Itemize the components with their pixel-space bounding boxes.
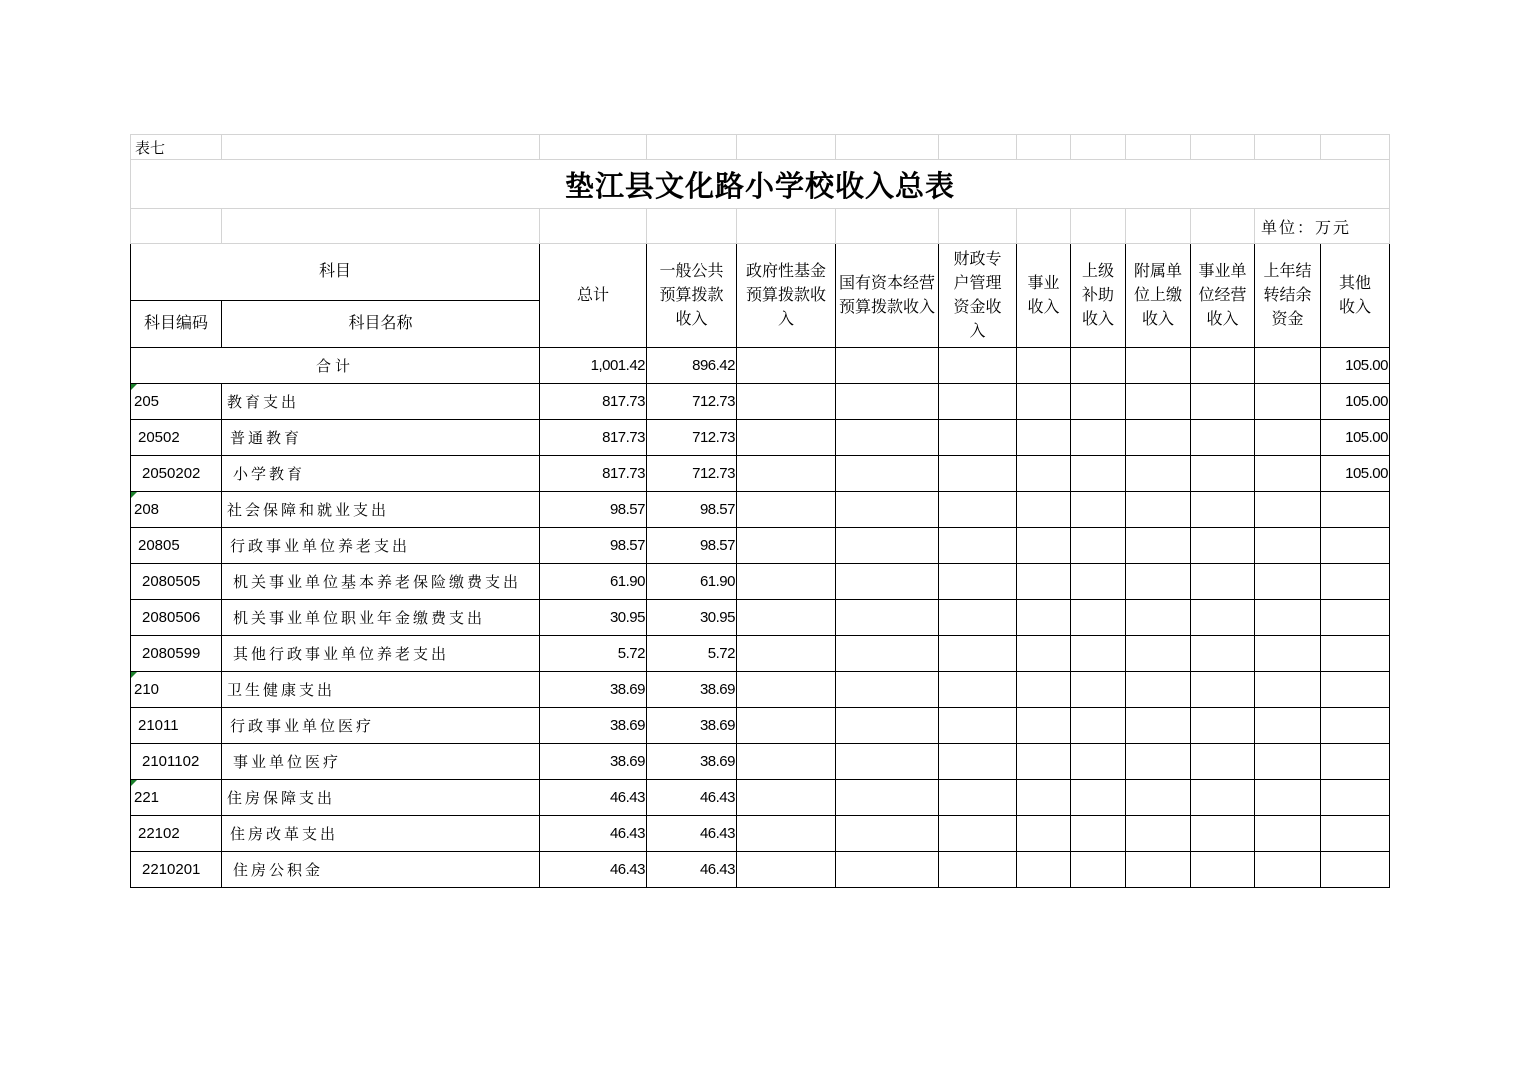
header-carryover: 上年结转结余资金 (1255, 244, 1321, 348)
amount-cell (1321, 780, 1390, 816)
amount-cell (836, 852, 939, 888)
amount-cell (737, 600, 836, 636)
amount-cell (836, 708, 939, 744)
header-row-1 (131, 244, 1390, 301)
amount-cell (1191, 456, 1255, 492)
subject-name-cell: 卫生健康支出 (222, 672, 540, 708)
amount-cell (1321, 708, 1390, 744)
amount-cell (737, 744, 836, 780)
table-row (131, 420, 1390, 456)
title-row (131, 160, 1390, 209)
amount-cell (1017, 384, 1071, 420)
subject-name-cell: 住房公积金 (222, 852, 540, 888)
amount-cell (1191, 672, 1255, 708)
table-row (131, 564, 1390, 600)
amount-cell: 46.43 (540, 852, 647, 888)
amount-cell: 30.95 (540, 600, 647, 636)
amount-cell (737, 456, 836, 492)
amount-cell (1017, 492, 1071, 528)
subject-name-cell: 小学教育 (222, 456, 540, 492)
amount-cell (939, 780, 1017, 816)
amount-cell (836, 816, 939, 852)
amount-cell (1071, 528, 1126, 564)
amount-cell (1255, 744, 1321, 780)
table-row (131, 816, 1390, 852)
table-row (131, 708, 1390, 744)
table-row (131, 384, 1390, 420)
amount-cell (1321, 672, 1390, 708)
amount-cell (737, 816, 836, 852)
amount-cell (836, 672, 939, 708)
amount-cell: 105.00 (1321, 420, 1390, 456)
amount-cell (836, 636, 939, 672)
amount-cell (737, 708, 836, 744)
subject-name-cell: 普通教育 (222, 420, 540, 456)
note-row (131, 135, 1390, 160)
subject-code-cell: 2210201 (131, 852, 222, 888)
amount-cell (1255, 384, 1321, 420)
amount-cell (1255, 528, 1321, 564)
table-row (131, 456, 1390, 492)
amount-cell (939, 636, 1017, 672)
amount-cell: 38.69 (540, 672, 647, 708)
table-row (131, 672, 1390, 708)
amount-cell (836, 492, 939, 528)
amount-cell (1255, 708, 1321, 744)
total-value (836, 348, 939, 384)
subject-code-cell: 2080599 (131, 636, 222, 672)
subject-name-cell: 社会保障和就业支出 (222, 492, 540, 528)
amount-cell (1321, 852, 1390, 888)
amount-cell (939, 852, 1017, 888)
amount-cell: 38.69 (647, 744, 737, 780)
amount-cell (836, 420, 939, 456)
amount-cell: 98.57 (647, 492, 737, 528)
amount-cell: 5.72 (647, 636, 737, 672)
amount-cell (939, 420, 1017, 456)
amount-cell: 46.43 (540, 780, 647, 816)
amount-cell (1191, 528, 1255, 564)
amount-cell (1255, 564, 1321, 600)
amount-cell (1071, 384, 1126, 420)
subject-name-cell: 其他行政事业单位养老支出 (222, 636, 540, 672)
amount-cell (1071, 816, 1126, 852)
unit-label: 单位：万元 (1255, 209, 1390, 244)
amount-cell: 38.69 (647, 672, 737, 708)
total-value (1017, 348, 1071, 384)
subject-code-cell: 210 (131, 672, 222, 708)
subject-code-cell: 2050202 (131, 456, 222, 492)
table-note: 表七 (131, 135, 222, 160)
amount-cell (1191, 744, 1255, 780)
amount-cell (1255, 456, 1321, 492)
amount-cell (1071, 744, 1126, 780)
amount-cell: 46.43 (540, 816, 647, 852)
amount-cell (737, 384, 836, 420)
subject-name-cell: 事业单位医疗 (222, 744, 540, 780)
amount-cell (1126, 744, 1191, 780)
amount-cell (939, 384, 1017, 420)
total-value (1191, 348, 1255, 384)
amount-cell (1126, 384, 1191, 420)
amount-cell (1017, 564, 1071, 600)
subject-name-cell: 住房保障支出 (222, 780, 540, 816)
total-value (939, 348, 1017, 384)
header-gov-fund: 政府性基金预算拨款收入 (737, 244, 836, 348)
amount-cell: 38.69 (540, 708, 647, 744)
amount-cell: 105.00 (1321, 384, 1390, 420)
amount-cell (1071, 600, 1126, 636)
amount-cell: 712.73 (647, 384, 737, 420)
amount-cell: 105.00 (1321, 456, 1390, 492)
amount-cell (1191, 708, 1255, 744)
amount-cell: 98.57 (647, 528, 737, 564)
amount-cell (836, 600, 939, 636)
amount-cell (1017, 744, 1071, 780)
header-general-budget: 一般公共预算拨款收入 (647, 244, 737, 348)
amount-cell (939, 492, 1017, 528)
unit-row (131, 209, 1390, 244)
total-value (1255, 348, 1321, 384)
amount-cell: 712.73 (647, 456, 737, 492)
amount-cell (1255, 492, 1321, 528)
subject-name-cell: 机关事业单位职业年金缴费支出 (222, 600, 540, 636)
amount-cell (1191, 852, 1255, 888)
subject-code-cell: 22102 (131, 816, 222, 852)
amount-cell: 46.43 (647, 780, 737, 816)
amount-cell (1017, 528, 1071, 564)
header-subject-name: 科目名称 (222, 301, 540, 348)
amount-cell: 5.72 (540, 636, 647, 672)
amount-cell (1126, 816, 1191, 852)
amount-cell (1071, 636, 1126, 672)
amount-cell (1321, 636, 1390, 672)
amount-cell (1191, 492, 1255, 528)
table-row (131, 636, 1390, 672)
amount-cell (737, 564, 836, 600)
amount-cell (737, 492, 836, 528)
amount-cell: 712.73 (647, 420, 737, 456)
subject-code-cell: 221 (131, 780, 222, 816)
amount-cell (1321, 744, 1390, 780)
amount-cell (1071, 456, 1126, 492)
amount-cell (1017, 456, 1071, 492)
subject-name-cell: 住房改革支出 (222, 816, 540, 852)
amount-cell (1071, 852, 1126, 888)
amount-cell: 46.43 (647, 852, 737, 888)
amount-cell (1017, 600, 1071, 636)
subject-code-cell: 2080505 (131, 564, 222, 600)
amount-cell (1071, 672, 1126, 708)
header-state-capital: 国有资本经营预算拨款收入 (836, 244, 939, 348)
subject-code-cell: 2101102 (131, 744, 222, 780)
amount-cell (1017, 672, 1071, 708)
table-row (131, 528, 1390, 564)
total-value: 1,001.42 (540, 348, 647, 384)
header-superior-subsidy: 上级补助收入 (1071, 244, 1126, 348)
amount-cell (1126, 708, 1191, 744)
amount-cell (1191, 564, 1255, 600)
table-row (131, 600, 1390, 636)
amount-cell (836, 456, 939, 492)
amount-cell: 61.90 (647, 564, 737, 600)
amount-cell: 98.57 (540, 528, 647, 564)
amount-cell (1126, 492, 1191, 528)
amount-cell: 38.69 (540, 744, 647, 780)
amount-cell (1126, 852, 1191, 888)
subject-name-cell: 行政事业单位养老支出 (222, 528, 540, 564)
subject-code-cell: 20502 (131, 420, 222, 456)
amount-cell (1321, 600, 1390, 636)
header-special-account: 财政专户管理资金收入 (939, 244, 1017, 348)
income-summary-table (130, 134, 1390, 888)
header-business-operation: 事业单位经营收入 (1191, 244, 1255, 348)
amount-cell: 817.73 (540, 420, 647, 456)
amount-cell: 61.90 (540, 564, 647, 600)
amount-cell (1017, 708, 1071, 744)
amount-cell (737, 852, 836, 888)
header-business-income: 事业收入 (1017, 244, 1071, 348)
subject-code-cell: 2080506 (131, 600, 222, 636)
amount-cell (1191, 780, 1255, 816)
subject-name-cell: 行政事业单位医疗 (222, 708, 540, 744)
amount-cell (1255, 672, 1321, 708)
table-row (131, 780, 1390, 816)
amount-cell (737, 528, 836, 564)
amount-cell (1071, 780, 1126, 816)
amount-cell (939, 708, 1017, 744)
amount-cell: 46.43 (647, 816, 737, 852)
amount-cell (1191, 816, 1255, 852)
amount-cell: 817.73 (540, 456, 647, 492)
amount-cell (939, 456, 1017, 492)
amount-cell (1017, 420, 1071, 456)
subject-code-cell: 205 (131, 384, 222, 420)
amount-cell (1191, 384, 1255, 420)
total-value: 896.42 (647, 348, 737, 384)
amount-cell (1255, 852, 1321, 888)
amount-cell (1126, 600, 1191, 636)
amount-cell (1071, 564, 1126, 600)
amount-cell (737, 420, 836, 456)
amount-cell: 38.69 (647, 708, 737, 744)
amount-cell (1255, 636, 1321, 672)
amount-cell (836, 744, 939, 780)
amount-cell (1321, 816, 1390, 852)
total-value (737, 348, 836, 384)
amount-cell (1255, 600, 1321, 636)
amount-cell (939, 600, 1017, 636)
page-title: 垫江县文化路小学校收入总表 (131, 160, 1390, 209)
table-row (131, 852, 1390, 888)
amount-cell (836, 780, 939, 816)
header-subject: 科目 (131, 244, 540, 301)
amount-cell (939, 564, 1017, 600)
amount-cell (1321, 492, 1390, 528)
table-row (131, 744, 1390, 780)
amount-cell (1126, 564, 1191, 600)
subject-code-cell: 21011 (131, 708, 222, 744)
amount-cell (939, 816, 1017, 852)
total-value (1126, 348, 1191, 384)
amount-cell (737, 672, 836, 708)
amount-cell (1191, 420, 1255, 456)
amount-cell (939, 672, 1017, 708)
total-value (1071, 348, 1126, 384)
total-row (131, 348, 1390, 384)
subject-name-cell: 教育支出 (222, 384, 540, 420)
header-subject-code: 科目编码 (131, 301, 222, 348)
header-other-income: 其他收入 (1321, 244, 1390, 348)
amount-cell: 30.95 (647, 600, 737, 636)
subject-name-cell: 机关事业单位基本养老保险缴费支出 (222, 564, 540, 600)
amount-cell (1321, 564, 1390, 600)
amount-cell (1126, 456, 1191, 492)
amount-cell (1017, 852, 1071, 888)
amount-cell (1255, 420, 1321, 456)
header-total: 总计 (540, 244, 647, 348)
subject-code-cell: 20805 (131, 528, 222, 564)
amount-cell (939, 528, 1017, 564)
amount-cell (737, 780, 836, 816)
amount-cell (836, 564, 939, 600)
amount-cell (1255, 780, 1321, 816)
amount-cell (1321, 528, 1390, 564)
amount-cell (1071, 708, 1126, 744)
amount-cell (1017, 780, 1071, 816)
amount-cell (1017, 636, 1071, 672)
amount-cell (836, 384, 939, 420)
amount-cell (1126, 672, 1191, 708)
total-label: 合计 (131, 348, 540, 384)
amount-cell (1071, 420, 1126, 456)
amount-cell (836, 528, 939, 564)
amount-cell (1017, 816, 1071, 852)
subject-code-cell: 208 (131, 492, 222, 528)
amount-cell (1126, 636, 1191, 672)
amount-cell (1191, 636, 1255, 672)
header-affiliated-remit: 附属单位上缴收入 (1126, 244, 1191, 348)
amount-cell: 98.57 (540, 492, 647, 528)
amount-cell (939, 744, 1017, 780)
amount-cell: 817.73 (540, 384, 647, 420)
amount-cell (1126, 420, 1191, 456)
table-row (131, 492, 1390, 528)
amount-cell (1191, 600, 1255, 636)
amount-cell (1255, 816, 1321, 852)
amount-cell (737, 636, 836, 672)
amount-cell (1126, 780, 1191, 816)
total-value: 105.00 (1321, 348, 1390, 384)
amount-cell (1126, 528, 1191, 564)
amount-cell (1071, 492, 1126, 528)
